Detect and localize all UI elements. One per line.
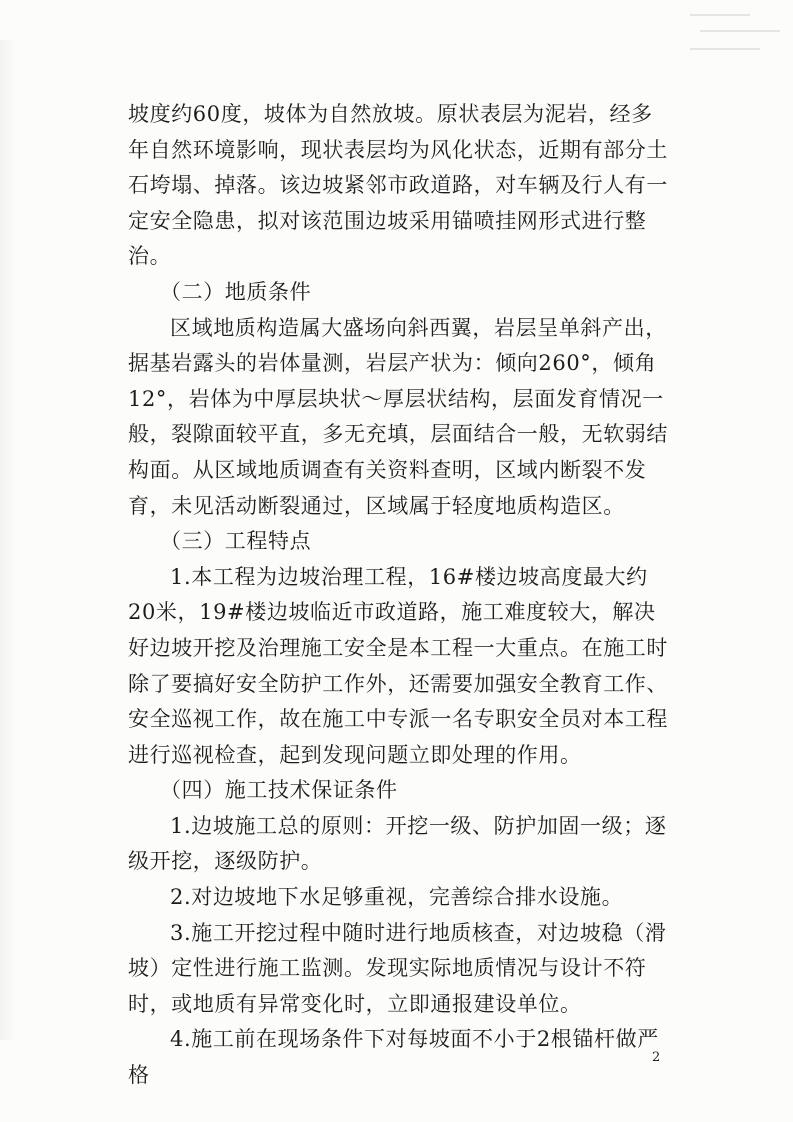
heading-project-features: （三）工程特点: [160, 529, 312, 554]
paragraph-geology: 区域地质构造属大盛场向斜西翼，岩层呈单斜产出，据基岩露头的岩体量测，岩层产状为：倾向260°，倾角12°，岩体为中厚层块状～厚层状结构，层面发育情况一般，裂隙面较平直，多无充填，层面结合一般，无软弱结构面。从区域地质调查有关资料查明，区域内断裂不发育，未见活动断裂通过，区域属于轻度地质构造区。: [128, 315, 668, 518]
paragraph-anchor-test: 4.施工前在现场条件下对每坡面不小于2根锚杆做严格: [128, 1027, 659, 1088]
paragraph-project-features: 1.本工程为边坡治理工程，16#楼边坡高度最大约20米，19#楼边坡临近市政道路，施工难度较大，解决好边坡开挖及治理施工安全是本工程一大重点。在施工时除了要搞好安全防护工作外，还需要加强安全教育工作、安全巡视工作，故在施工中专派一名专职安全员对本工程进行巡视检查，起到发现问题立即处理的作用。: [128, 564, 668, 767]
heading-geological-conditions: （二）地质条件: [160, 279, 312, 304]
scan-edge-shadow: [0, 40, 18, 1040]
document-body: [128, 97, 668, 1094]
heading-technical-guarantee: （四）施工技术保证条件: [160, 778, 398, 803]
paragraph-slope-description: 坡度约60度，坡体为自然放坡。原状表层为泥岩，经多年自然环境影响，现状表层均为风化状态，近期有部分土石垮塌、掉落。该边坡紧邻市政道路，对车辆及行人有一定安全隐患，拟对该范围边坡采用锚喷挂网形式进行整治。: [128, 102, 668, 269]
scan-show-through: [690, 8, 790, 68]
paragraph-groundwater: 2.对边坡地下水足够重视，完善综合排水设施。: [170, 885, 624, 910]
paragraph-geological-check: 3.施工开挖过程中随时进行地质核查，对边坡稳（滑坡）定性进行施工监测。发现实际地质情况与设计不符时，或地质有异常变化时，立即通报建设单位。: [128, 920, 667, 1016]
page-number: 2: [652, 1050, 661, 1065]
paragraph-principle: 1.边坡施工总的原则：开挖一级、防护加固一级；逐级开挖，逐级防护。: [128, 813, 667, 874]
